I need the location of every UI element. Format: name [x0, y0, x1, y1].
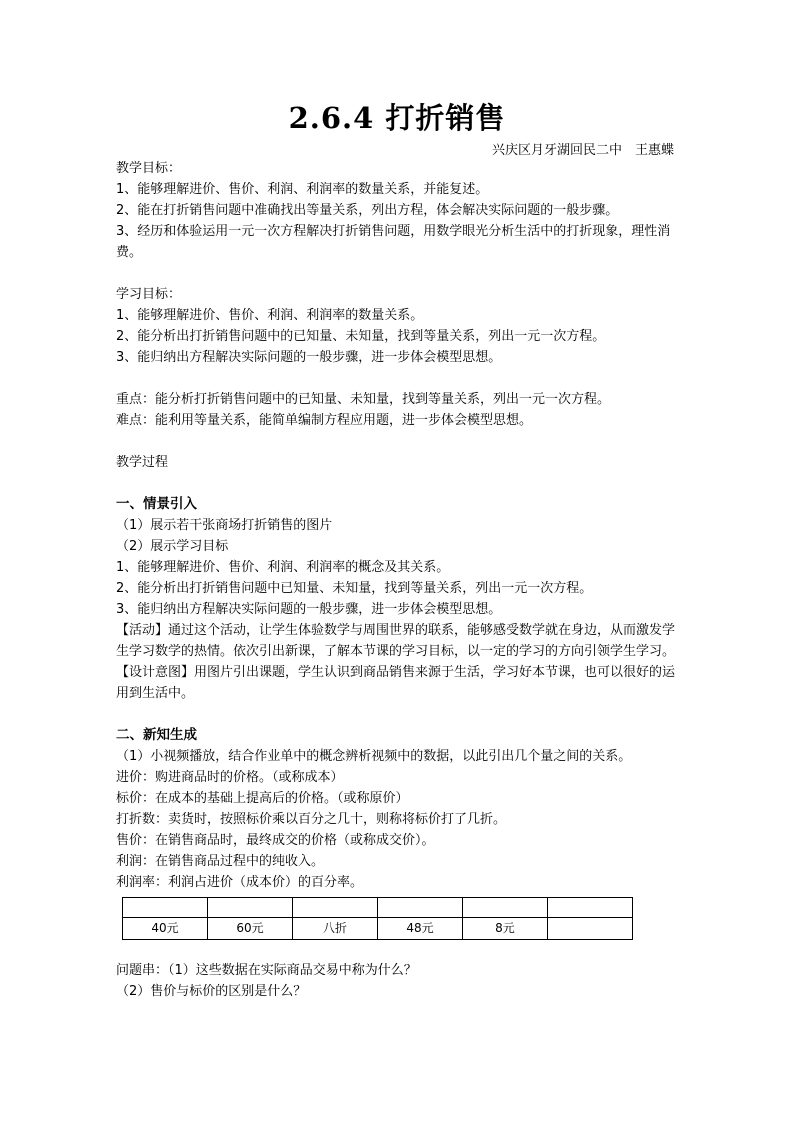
spacer: [116, 263, 676, 284]
table-cell: 8元: [463, 918, 548, 940]
design-text: 用图片引出课题，学生认识到商品销售来源于生活，学习好本节课，也可以很好的运用到生活中。: [116, 665, 676, 701]
section2-line-6: 利润：在销售商品过程中的纯收入。: [116, 854, 325, 869]
author-line: 兴庆区月牙湖回民二中 王惠蝶: [491, 143, 674, 158]
activity-text: 通过这个活动，让学生体验数学与周围世界的联系，能够感受数学就在身边，从而激发学生学习数学的热情。依次引出新课，了解本节课的学习目标，以一定的学习的方向引领学生学习。: [116, 623, 676, 659]
teaching-goal-1: 1、能够理解进价、售价、利润、利润率的数量关系，并能复述。: [116, 182, 489, 197]
activity-note: [116, 620, 676, 662]
activity-tag: 【活动】: [116, 623, 169, 638]
section2-line-1: （1）小视频播放，结合作业单中的概念辨析视频中的数据，以此引出几个量之间的关系。: [116, 749, 632, 764]
section1-line-2: （2）展示学习目标: [116, 539, 229, 554]
teaching-goal-2: 2、能在打折销售问题中准确找出等量关系，列出方程，体会解决实际问题的一般步骤。: [116, 203, 619, 218]
section1-line-1: （1）展示若干张商场打折销售的图片: [116, 518, 333, 533]
difficult-point: 难点：能利用等量关系，能简单编制方程应用题，进一步体会模型思想。: [116, 413, 533, 428]
spacer: [116, 368, 676, 389]
spacer: [116, 704, 676, 725]
table-cell: 八折: [293, 918, 378, 940]
page-title: 2.6.4 打折销售: [288, 101, 506, 135]
section2-line-3: 标价：在成本的基础上提高后的价格。（或称原价）: [116, 791, 409, 806]
section1-line-5: 3、能归纳出方程解决实际问题的一般步骤，进一步体会模型思想。: [116, 602, 502, 617]
document-body: [116, 158, 676, 1002]
learning-goal-3: 3、能归纳出方程解决实际问题的一般步骤，进一步体会模型思想。: [116, 350, 502, 365]
section1-line-4: 2、能分析出打折销售问题中已知量、未知量，找到等量关系，列出一元一次方程。: [116, 581, 593, 596]
section1-line-3: 1、能够理解进价、售价、利润、利润率的概念及其关系。: [116, 560, 450, 575]
table-cell: 48元: [378, 918, 463, 940]
learning-goals-heading: 学习目标：: [116, 287, 182, 302]
section2-line-4: 打折数：卖货时，按照标价乘以百分之几十，则称将标价打了几折。: [116, 812, 507, 827]
table-row: [123, 918, 633, 940]
learning-goal-1: 1、能够理解进价、售价、利润、利润率的数量关系。: [116, 308, 424, 323]
table-cell: [548, 898, 633, 918]
design-note: [116, 662, 676, 704]
table-row: [123, 898, 633, 918]
table-cell: [208, 898, 293, 918]
table-cell: [123, 898, 208, 918]
table-cell: 40元: [123, 918, 208, 940]
question-2: （2）售价与标价的区别是什么？: [116, 984, 307, 999]
price-table: [122, 897, 633, 940]
teaching-goal-3: 3、经历和体验运用一元一次方程解决打折销售问题，用数学眼光分析生活中的打折现象，理性消费。: [116, 224, 671, 260]
section1-heading: 一、情景引入: [116, 496, 197, 512]
section2-line-2: 进价：购进商品时的价格。（或称成本）: [116, 770, 344, 785]
table-cell: 60元: [208, 918, 293, 940]
spacer: [116, 431, 676, 452]
section2-line-7: 利润率：利润占进价（成本价）的百分率。: [116, 875, 364, 890]
table-cell: [378, 898, 463, 918]
key-point: 重点：能分析打折销售问题中的已知量、未知量，找到等量关系，列出一元一次方程。: [116, 392, 611, 407]
question-1: 问题串：（1）这些数据在实际商品交易中称为什么？: [116, 963, 417, 978]
section2-line-5: 售价：在销售商品时，最终成交的价格（或称成交价）。: [116, 833, 435, 848]
spacer: [116, 473, 676, 494]
process-label: 教学过程: [116, 455, 169, 470]
section2-heading: 二、新知生成: [116, 727, 197, 743]
learning-goal-2: 2、能分析出打折销售问题中的已知量、未知量，找到等量关系，列出一元一次方程。: [116, 329, 606, 344]
design-tag: 【设计意图】: [116, 665, 195, 680]
table-cell: [548, 918, 633, 940]
table-cell: [293, 898, 378, 918]
table-cell: [463, 898, 548, 918]
teaching-goals-heading: 教学目标：: [116, 161, 182, 176]
